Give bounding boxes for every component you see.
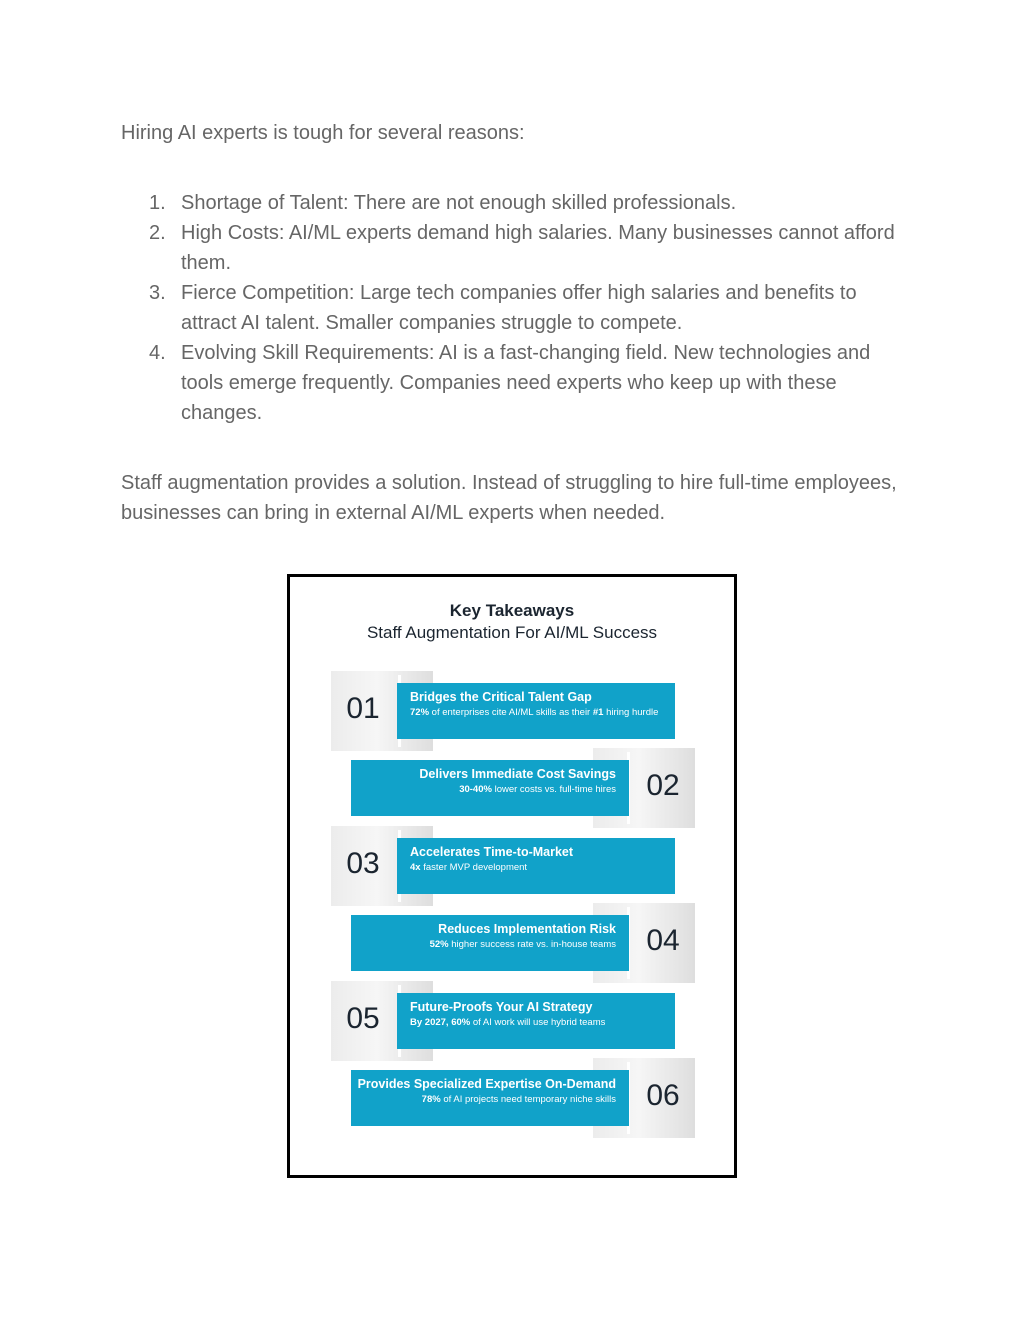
takeaway-stat-line: 72% of enterprises cite AI/ML skills as their #1 hiring hurdle [410, 707, 659, 718]
key-takeaways-infographic [287, 574, 737, 1178]
solution-paragraph: Staff augmentation provides a solution. Instead of struggling to hire full-time employees, businesses can bring in external AI/ML experts when needed. [121, 472, 897, 524]
list-number: 2. [149, 222, 166, 244]
takeaway-bar [351, 760, 629, 816]
takeaway-stat-line: 52% higher success rate vs. in-house teams [429, 939, 616, 950]
takeaway-title: Provides Specialized Expertise On-Demand [357, 1077, 616, 1091]
list-number: 1. [149, 192, 166, 214]
takeaway-number: 01 [346, 692, 380, 725]
takeaway-title: Accelerates Time-to-Market [410, 845, 574, 859]
takeaway-number: 03 [346, 847, 380, 880]
takeaway-item-05 [331, 981, 701, 1061]
takeaway-title: Reduces Implementation Risk [438, 922, 616, 936]
list-number: 4. [149, 342, 166, 364]
takeaway-item-02 [331, 748, 701, 828]
takeaway-stat-line: 4x faster MVP development [410, 862, 528, 873]
takeaway-item-04 [331, 903, 701, 983]
list-item [121, 338, 911, 428]
list-text: Evolving Skill Requirements: AI is a fast-changing field. New technologies and tools emerge frequently. Companies need experts who keep up with these changes. [181, 342, 871, 424]
list-text: High Costs: AI/ML experts demand high salaries. Many businesses cannot afford them. [181, 222, 895, 274]
takeaway-number: 06 [646, 1079, 680, 1112]
takeaway-item-03 [331, 826, 701, 906]
list-number: 3. [149, 282, 166, 304]
takeaway-item-01 [331, 671, 701, 751]
takeaway-title: Future-Proofs Your AI Strategy [410, 1000, 593, 1014]
list-text: Shortage of Talent: There are not enough skilled professionals. [181, 192, 737, 214]
takeaway-number: 05 [346, 1002, 380, 1035]
takeaway-bar [397, 993, 675, 1049]
list-text: Fierce Competition: Large tech companies offer high salaries and benefits to attract AI talent. Smaller companies struggle to compete. [181, 282, 857, 334]
takeaway-bar [397, 683, 675, 739]
takeaway-title: Bridges the Critical Talent Gap [410, 690, 592, 704]
takeaway-number: 02 [646, 769, 680, 802]
takeaway-number: 04 [646, 924, 680, 957]
infographic-title: Key Takeaways [449, 601, 575, 620]
intro-paragraph: Hiring AI experts is tough for several reasons: [121, 122, 525, 144]
takeaway-title: Delivers Immediate Cost Savings [419, 767, 616, 781]
takeaway-stat-line: By 2027, 60% of AI work will use hybrid teams [410, 1017, 606, 1028]
list-item [121, 218, 911, 278]
takeaway-bar [351, 915, 629, 971]
infographic-subtitle: Staff Augmentation For AI/ML Success [366, 623, 658, 642]
takeaway-item-06 [331, 1058, 701, 1138]
takeaway-bar [351, 1070, 629, 1126]
takeaway-stat-line: 30-40% lower costs vs. full-time hires [459, 784, 616, 795]
list-item [121, 188, 911, 218]
reasons-list [121, 188, 911, 428]
list-item [121, 278, 911, 338]
takeaway-bar [397, 838, 675, 894]
takeaway-stat-line: 78% of AI projects need temporary niche skills [421, 1094, 616, 1105]
